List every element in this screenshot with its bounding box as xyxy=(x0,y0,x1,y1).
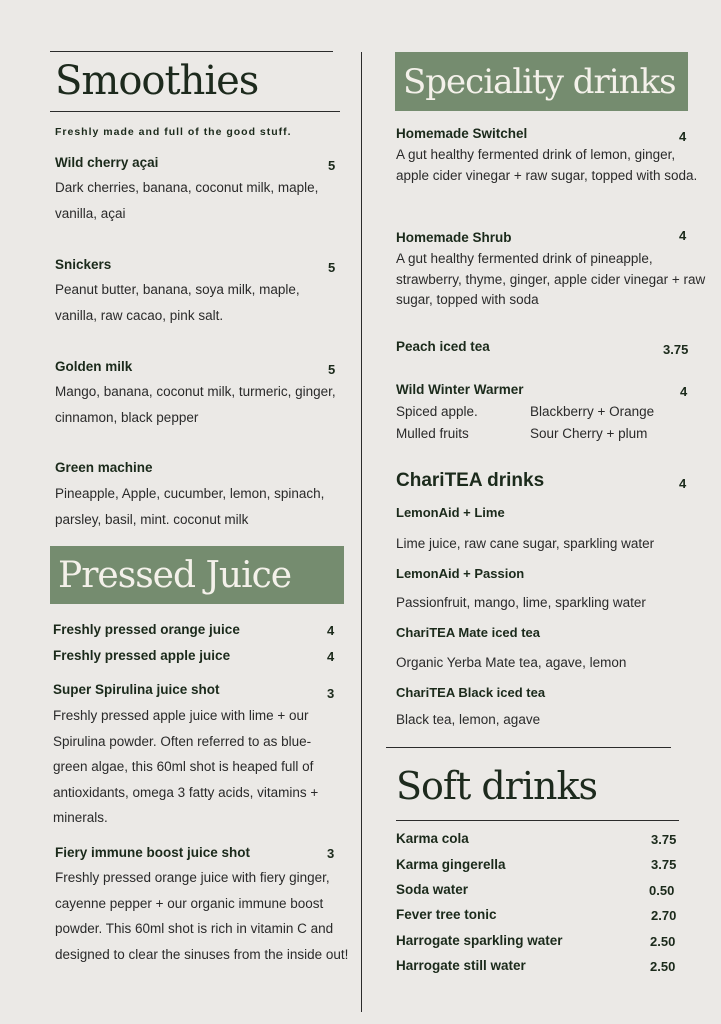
menu-item-price: 5 xyxy=(328,362,336,377)
flavour-option: Spiced apple. xyxy=(396,404,478,419)
menu-item-name: Freshly pressed apple juice xyxy=(53,648,231,663)
smoothies-title: Smoothies xyxy=(55,58,259,104)
menu-item-name: Karma cola xyxy=(396,831,469,846)
menu-item-description: Mango, banana, coconut milk, turmeric, ginger, cinnamon, black pepper xyxy=(55,384,336,425)
menu-item-price: 5 xyxy=(328,260,336,275)
menu-item-price: 0.50 xyxy=(649,883,675,898)
menu-item-price: 3.75 xyxy=(651,832,677,847)
menu-item-price: 3 xyxy=(327,846,335,861)
column-divider xyxy=(361,52,362,1012)
menu-item-description: Freshly pressed orange juice with fiery ginger, cayenne pepper + our organic immune boost powder. This 60ml shot is rich in vitamin C and designed to clear the sinuses from the inside out! xyxy=(55,870,349,962)
flavour-option: Blackberry + Orange xyxy=(530,404,655,419)
menu-item-name: Freshly pressed orange juice xyxy=(53,622,240,637)
menu-item-name: Soda water xyxy=(396,882,469,897)
soft-drinks-title: Soft drinks xyxy=(396,764,597,808)
menu-item-description: Organic Yerba Mate tea, agave, lemon xyxy=(396,655,627,670)
menu-item-price: 5 xyxy=(328,158,336,173)
smoothies-tagline: Freshly made and full of the good stuff. xyxy=(55,126,292,138)
menu-item-price: 4 xyxy=(679,228,687,243)
menu-item-description: A gut healthy fermented drink of lemon, ginger, apple cider vinegar + raw sugar, topped with soda. xyxy=(396,147,698,183)
menu-item-name: ChariTEA Black iced tea xyxy=(396,685,546,700)
soft-drinks-top-rule xyxy=(386,747,671,748)
menu-item-name: Golden milk xyxy=(55,359,133,374)
menu-item-name: ChariTEA Mate iced tea xyxy=(396,625,541,640)
menu-item-name: Green machine xyxy=(55,460,153,475)
flavour-option: Mulled fruits xyxy=(396,426,469,441)
menu-item-price: 4 xyxy=(679,129,687,144)
menu-item-description: Black tea, lemon, agave xyxy=(396,712,541,727)
menu-item-name: Harrogate sparkling water xyxy=(396,933,563,948)
menu-item-price: 4 xyxy=(327,649,335,664)
pressed-juice-title: Pressed Juice xyxy=(58,554,292,596)
menu-item-price: 3.75 xyxy=(663,342,689,357)
menu-item-name: Homemade Shrub xyxy=(396,230,512,245)
menu-item-price: 3 xyxy=(327,686,335,701)
speciality-drinks-banner xyxy=(395,52,688,111)
flavour-option: Sour Cherry + plum xyxy=(530,426,648,441)
menu-item-description: Passionfruit, mango, lime, sparkling water xyxy=(396,595,646,610)
menu-item-description: Peanut butter, banana, soya milk, maple, vanilla, raw cacao, pink salt. xyxy=(55,282,300,323)
menu-item-description: A gut healthy fermented drink of pineapple, strawberry, thyme, ginger, apple cider vinegar + raw sugar, topped with soda xyxy=(396,251,706,307)
menu-item-description: Dark cherries, banana, coconut milk, maple, vanilla, açai xyxy=(55,180,319,221)
menu-item-name: LemonAid + Passion xyxy=(396,566,525,581)
menu-item-name: Super Spirulina juice shot xyxy=(53,682,220,697)
menu-item-price: 3.75 xyxy=(651,857,677,872)
menu-item-price: 2.70 xyxy=(651,908,677,923)
pressed-juice-banner xyxy=(50,546,344,604)
menu-item-name: Wild cherry açai xyxy=(55,155,159,170)
speciality-drinks-title: Speciality drinks xyxy=(403,61,676,102)
menu-item-name: Snickers xyxy=(55,257,112,272)
menu-item-price: 4 xyxy=(327,623,335,638)
smoothies-underline xyxy=(50,111,340,112)
menu-item-name: Fiery immune boost juice shot xyxy=(55,845,251,860)
menu-item-name: Karma gingerella xyxy=(396,857,506,872)
menu-item-name: Wild Winter Warmer xyxy=(396,382,524,397)
menu-item-name: Harrogate still water xyxy=(396,958,526,973)
menu-item-name: Peach iced tea xyxy=(396,339,490,354)
menu-item-price: 2.50 xyxy=(650,934,676,949)
menu-item-description: Pineapple, Apple, cucumber, lemon, spinach, parsley, basil, mint. coconut milk xyxy=(55,486,325,527)
menu-item-price: 2.50 xyxy=(650,959,676,974)
menu-item-name: Fever tree tonic xyxy=(396,907,497,922)
menu-item-price: 4 xyxy=(680,384,688,399)
charitea-price: 4 xyxy=(679,476,687,491)
menu-item-name: LemonAid + Lime xyxy=(396,505,505,520)
top-left-rule xyxy=(50,51,333,52)
menu-item-description: Lime juice, raw cane sugar, sparkling water xyxy=(396,536,655,551)
soft-drinks-underline xyxy=(396,820,679,821)
menu-item-name: Homemade Switchel xyxy=(396,126,528,141)
charitea-title: ChariTEA drinks xyxy=(396,470,545,491)
menu-item-description: Freshly pressed apple juice with lime + our Spirulina powder. Often referred to as blue-green algae, this 60ml shot is heaped full of antioxidants, omega 3 fatty acids, vitamins + minerals. xyxy=(53,708,319,825)
